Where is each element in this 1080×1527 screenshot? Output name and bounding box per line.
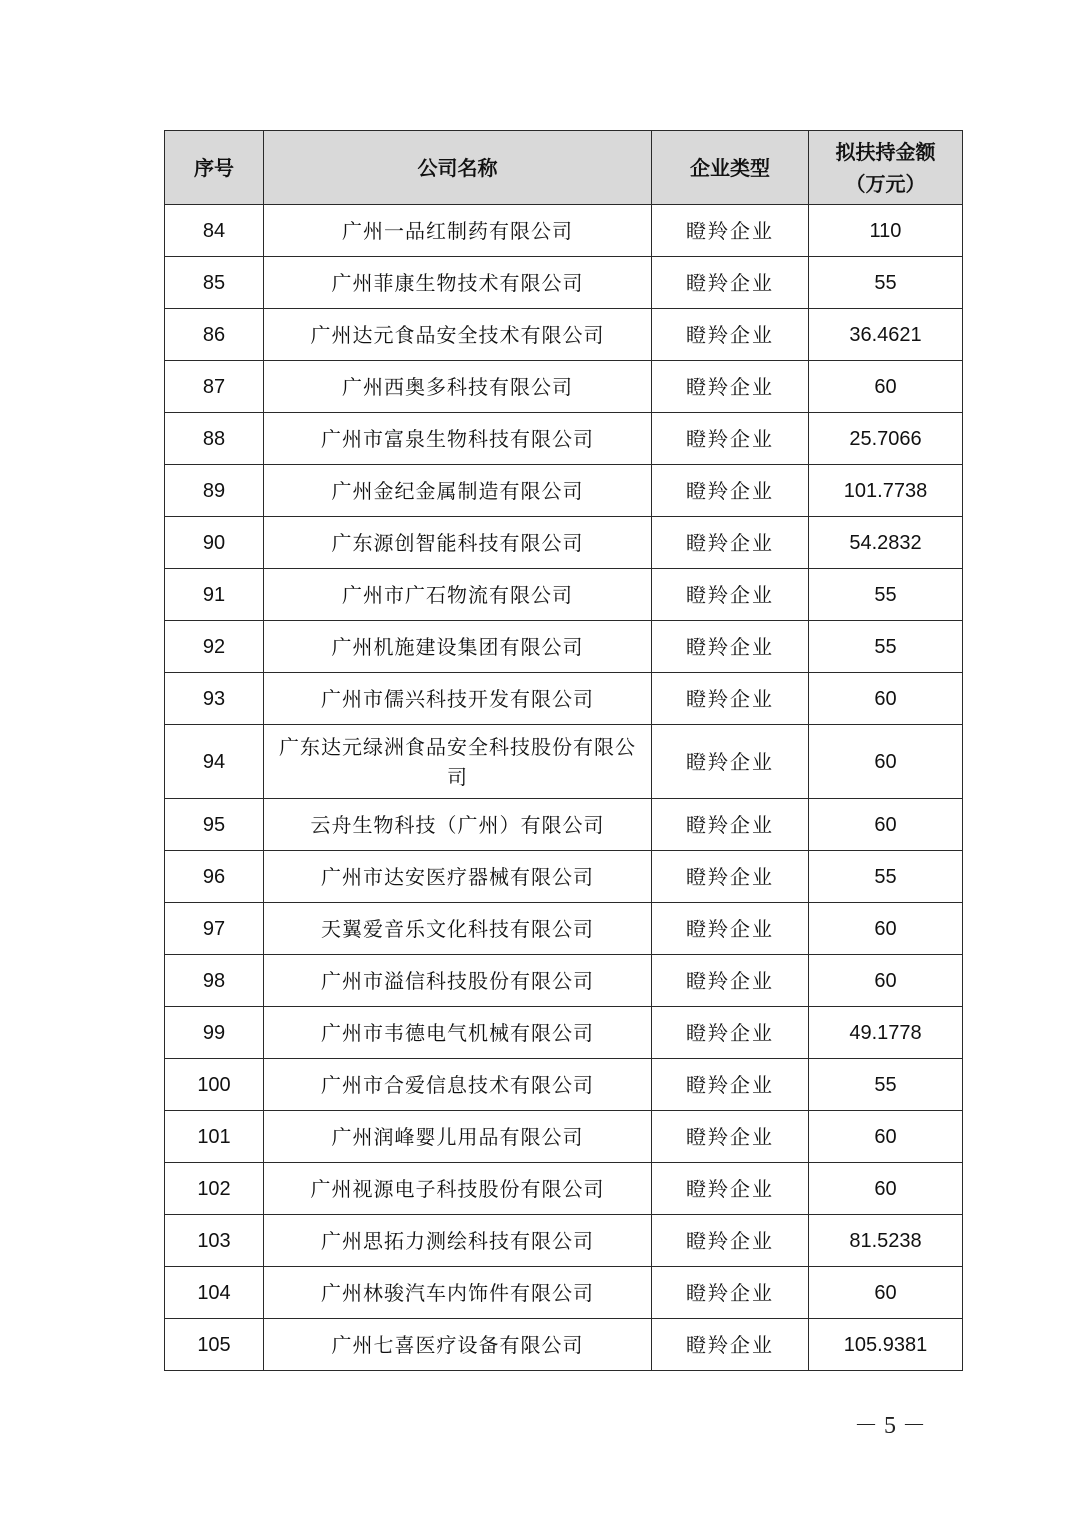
company-name-cell: 广东源创智能科技有限公司 — [264, 517, 652, 569]
company-name-cell: 广州视源电子科技股份有限公司 — [264, 1163, 652, 1215]
amount-cell: 60 — [809, 903, 963, 955]
row-index-cell: 91 — [165, 569, 264, 621]
company-name-cell: 广州市韦德电气机械有限公司 — [264, 1007, 652, 1059]
company-type-cell: 瞪羚企业 — [652, 205, 809, 257]
table-row — [165, 725, 963, 799]
amount-cell: 25.7066 — [809, 413, 963, 465]
amount-cell: 55 — [809, 257, 963, 309]
amount-cell: 105.9381 — [809, 1319, 963, 1371]
amount-cell: 101.7738 — [809, 465, 963, 517]
company-type-cell: 瞪羚企业 — [652, 569, 809, 621]
amount-cell: 60 — [809, 955, 963, 1007]
row-index-cell: 93 — [165, 673, 264, 725]
company-type-cell: 瞪羚企业 — [652, 673, 809, 725]
table-row — [165, 1267, 963, 1319]
amount-cell: 81.5238 — [809, 1215, 963, 1267]
amount-cell: 49.1778 — [809, 1007, 963, 1059]
header-company: 公司名称 — [264, 131, 652, 205]
header-index: 序号 — [165, 131, 264, 205]
table-row — [165, 1163, 963, 1215]
company-type-cell: 瞪羚企业 — [652, 851, 809, 903]
company-name-cell: 广州市合爱信息技术有限公司 — [264, 1059, 652, 1111]
company-type-cell: 瞪羚企业 — [652, 1059, 809, 1111]
company-name-cell: 广州林骏汽车内饰件有限公司 — [264, 1267, 652, 1319]
table-row — [165, 1215, 963, 1267]
company-name-cell: 广州达元食品安全技术有限公司 — [264, 309, 652, 361]
table-row — [165, 257, 963, 309]
row-index-cell: 103 — [165, 1215, 264, 1267]
company-type-cell: 瞪羚企业 — [652, 309, 809, 361]
row-index-cell: 101 — [165, 1111, 264, 1163]
table-row — [165, 413, 963, 465]
table-row — [165, 205, 963, 257]
table-body — [165, 205, 963, 1371]
company-type-cell: 瞪羚企业 — [652, 1319, 809, 1371]
company-name-cell: 广州市溢信科技股份有限公司 — [264, 955, 652, 1007]
table-row — [165, 309, 963, 361]
header-amount-line2: （万元） — [845, 171, 926, 196]
company-type-cell: 瞪羚企业 — [652, 1215, 809, 1267]
company-type-cell: 瞪羚企业 — [652, 465, 809, 517]
company-type-cell: 瞪羚企业 — [652, 621, 809, 673]
company-name-cell: 广州一品红制药有限公司 — [264, 205, 652, 257]
row-index-cell: 89 — [165, 465, 264, 517]
row-index-cell: 90 — [165, 517, 264, 569]
amount-cell: 60 — [809, 1163, 963, 1215]
header-type: 企业类型 — [652, 131, 809, 205]
company-name-cell: 广州思拓力测绘科技有限公司 — [264, 1215, 652, 1267]
company-type-cell: 瞪羚企业 — [652, 725, 809, 799]
company-type-cell: 瞪羚企业 — [652, 1111, 809, 1163]
row-index-cell: 100 — [165, 1059, 264, 1111]
header-amount — [809, 131, 963, 205]
company-type-cell: 瞪羚企业 — [652, 903, 809, 955]
row-index-cell: 85 — [165, 257, 264, 309]
row-index-cell: 94 — [165, 725, 264, 799]
company-type-cell: 瞪羚企业 — [652, 1163, 809, 1215]
row-index-cell: 105 — [165, 1319, 264, 1371]
table-row — [165, 361, 963, 413]
table-row — [165, 1007, 963, 1059]
page-number: － 5 － — [854, 1413, 926, 1439]
amount-cell: 60 — [809, 673, 963, 725]
table-row — [165, 517, 963, 569]
amount-cell: 60 — [809, 1111, 963, 1163]
amount-cell: 60 — [809, 799, 963, 851]
company-type-cell: 瞪羚企业 — [652, 1267, 809, 1319]
table-row — [165, 621, 963, 673]
company-name-cell: 广州市富泉生物科技有限公司 — [264, 413, 652, 465]
table-row — [165, 955, 963, 1007]
company-name-cell: 广州市广石物流有限公司 — [264, 569, 652, 621]
table-row — [165, 799, 963, 851]
table-row — [165, 903, 963, 955]
company-type-cell: 瞪羚企业 — [652, 517, 809, 569]
company-type-cell: 瞪羚企业 — [652, 413, 809, 465]
row-index-cell: 104 — [165, 1267, 264, 1319]
table-row — [165, 1111, 963, 1163]
amount-cell: 54.2832 — [809, 517, 963, 569]
company-name-cell: 广东达元绿洲食品安全科技股份有限公司 — [264, 725, 652, 799]
table-header — [165, 131, 963, 205]
amount-cell: 60 — [809, 725, 963, 799]
row-index-cell: 84 — [165, 205, 264, 257]
amount-cell: 55 — [809, 621, 963, 673]
row-index-cell: 98 — [165, 955, 264, 1007]
company-name-cell: 广州七喜医疗设备有限公司 — [264, 1319, 652, 1371]
company-type-cell: 瞪羚企业 — [652, 361, 809, 413]
table-row — [165, 465, 963, 517]
row-index-cell: 102 — [165, 1163, 264, 1215]
amount-cell: 55 — [809, 1059, 963, 1111]
company-name-cell: 广州市儒兴科技开发有限公司 — [264, 673, 652, 725]
table-row — [165, 1059, 963, 1111]
amount-cell: 55 — [809, 569, 963, 621]
company-name-cell: 广州市达安医疗器械有限公司 — [264, 851, 652, 903]
table-row — [165, 673, 963, 725]
company-type-cell: 瞪羚企业 — [652, 257, 809, 309]
amount-cell: 36.4621 — [809, 309, 963, 361]
row-index-cell: 92 — [165, 621, 264, 673]
company-name-cell: 广州菲康生物技术有限公司 — [264, 257, 652, 309]
company-name-cell: 广州润峰婴儿用品有限公司 — [264, 1111, 652, 1163]
amount-cell: 60 — [809, 1267, 963, 1319]
table-row — [165, 569, 963, 621]
company-name-cell: 广州金纪金属制造有限公司 — [264, 465, 652, 517]
table-row — [165, 1319, 963, 1371]
company-name-cell: 广州机施建设集团有限公司 — [264, 621, 652, 673]
row-index-cell: 99 — [165, 1007, 264, 1059]
row-index-cell: 95 — [165, 799, 264, 851]
table-row — [165, 851, 963, 903]
funding-table — [164, 130, 963, 1371]
row-index-cell: 96 — [165, 851, 264, 903]
row-index-cell: 97 — [165, 903, 264, 955]
amount-cell: 55 — [809, 851, 963, 903]
company-type-cell: 瞪羚企业 — [652, 955, 809, 1007]
company-type-cell: 瞪羚企业 — [652, 799, 809, 851]
header-amount-line1: 拟扶持金额 — [835, 139, 936, 164]
company-type-cell: 瞪羚企业 — [652, 1007, 809, 1059]
amount-cell: 110 — [809, 205, 963, 257]
row-index-cell: 86 — [165, 309, 264, 361]
row-index-cell: 87 — [165, 361, 264, 413]
company-name-cell: 广州西奥多科技有限公司 — [264, 361, 652, 413]
company-name-cell: 天翼爱音乐文化科技有限公司 — [264, 903, 652, 955]
header-row — [165, 131, 963, 205]
row-index-cell: 88 — [165, 413, 264, 465]
amount-cell: 60 — [809, 361, 963, 413]
company-name-cell: 云舟生物科技（广州）有限公司 — [264, 799, 652, 851]
